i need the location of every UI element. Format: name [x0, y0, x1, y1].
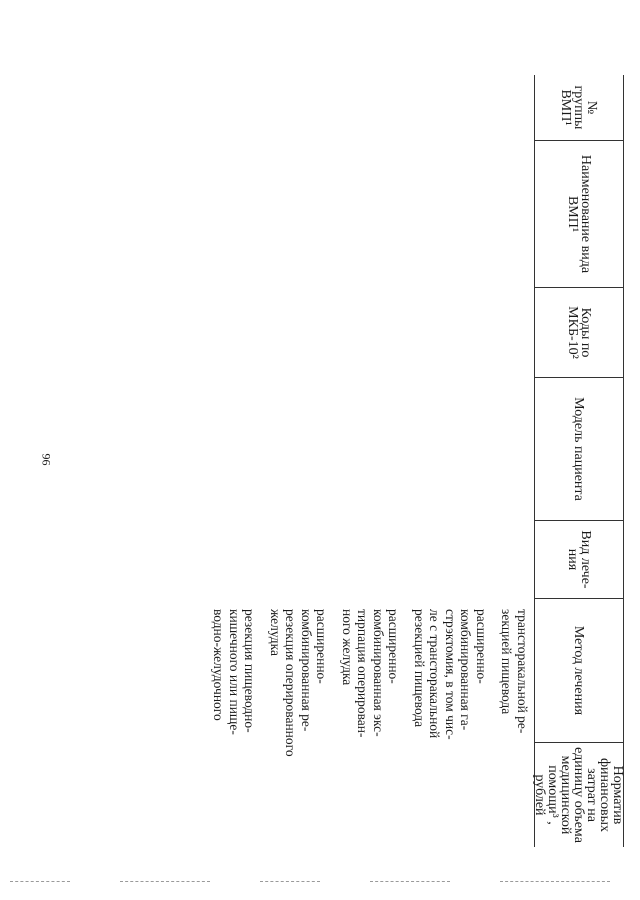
treatment-method-list [90, 609, 530, 757]
treatment-method-item [412, 609, 490, 741]
header-line: единицу объема [571, 747, 587, 843]
treatment-method-line: расширенно- [386, 609, 402, 684]
treatment-method-line: резекцией пищевода [412, 609, 427, 728]
treatment-method-line: зекцией пищевода [499, 609, 515, 715]
table-header [534, 75, 624, 847]
header-line: Метод лечения [571, 625, 587, 716]
header-text [566, 530, 592, 588]
header-line: затрат на [584, 768, 600, 822]
header-vmp-name [535, 141, 623, 288]
scan-artifact [120, 881, 210, 882]
header-line: помощи³ , [545, 765, 561, 825]
treatment-table [86, 75, 624, 847]
scan-artifact [500, 881, 610, 882]
header-treatment-type [535, 521, 623, 599]
header-line: № [584, 100, 600, 115]
header-treatment-method [535, 599, 623, 743]
treatment-method-line: комбинированная га- [458, 609, 474, 731]
header-line: медицинской [558, 755, 574, 835]
header-text [573, 626, 586, 715]
treatment-method-line: ного желудка [340, 609, 355, 686]
treatment-method-line: кишечного или пище- [227, 609, 242, 735]
header-line: Норматив [610, 765, 626, 825]
page-number: 96 [39, 453, 54, 466]
treatment-method-item [268, 609, 330, 757]
header-line: Вид лече- [578, 530, 593, 589]
header-line: Наименование вида [578, 154, 593, 274]
header-line: группы [571, 85, 587, 130]
treatment-method-line: водно-желудочного [211, 609, 227, 721]
header-line: Модель пациента [571, 397, 587, 501]
table-body [86, 75, 534, 847]
treatment-method-line: желудка [268, 609, 283, 656]
treatment-method-line: комбинированная ре- [299, 609, 314, 732]
header-line: финансовых [597, 757, 613, 832]
treatment-method-line: трансторакальной ре- [515, 609, 530, 734]
treatment-method-line: расширенно- [474, 609, 489, 684]
header-line: МКБ-10² [565, 306, 580, 359]
treatment-method-line: резекция пищеводно- [242, 609, 258, 733]
header-line: ВМП¹ [565, 195, 580, 233]
header-cost-norm [532, 743, 626, 847]
header-line: Коды по [578, 307, 593, 358]
scan-artifact [370, 881, 450, 882]
treatment-method-item [499, 609, 530, 741]
header-text [566, 306, 592, 359]
header-text [560, 86, 599, 130]
treatment-method-line: расширенно- [314, 609, 330, 684]
header-text [566, 155, 592, 273]
header-line: ния [565, 548, 580, 571]
treatment-method-line: тирпация оперирован- [355, 609, 371, 738]
header-icd-codes [535, 288, 623, 378]
treatment-method-item [211, 609, 258, 741]
scan-artifact [260, 881, 320, 882]
header-text [534, 747, 625, 843]
treatment-method-line: стрэктомия, в том чис- [443, 609, 458, 740]
header-patient-model [535, 378, 623, 521]
header-line: ВМП¹ [558, 89, 574, 126]
treatment-method-item [340, 609, 402, 741]
treatment-method-line: ле с трансторакальной [427, 609, 443, 739]
header-group-number [535, 75, 623, 141]
scan-artifact [10, 881, 70, 882]
treatment-method-line: резекция оперированного [283, 609, 299, 757]
header-line: рублей [532, 774, 548, 816]
header-text [573, 397, 586, 501]
treatment-method-line: комбинированная экс- [371, 609, 386, 737]
